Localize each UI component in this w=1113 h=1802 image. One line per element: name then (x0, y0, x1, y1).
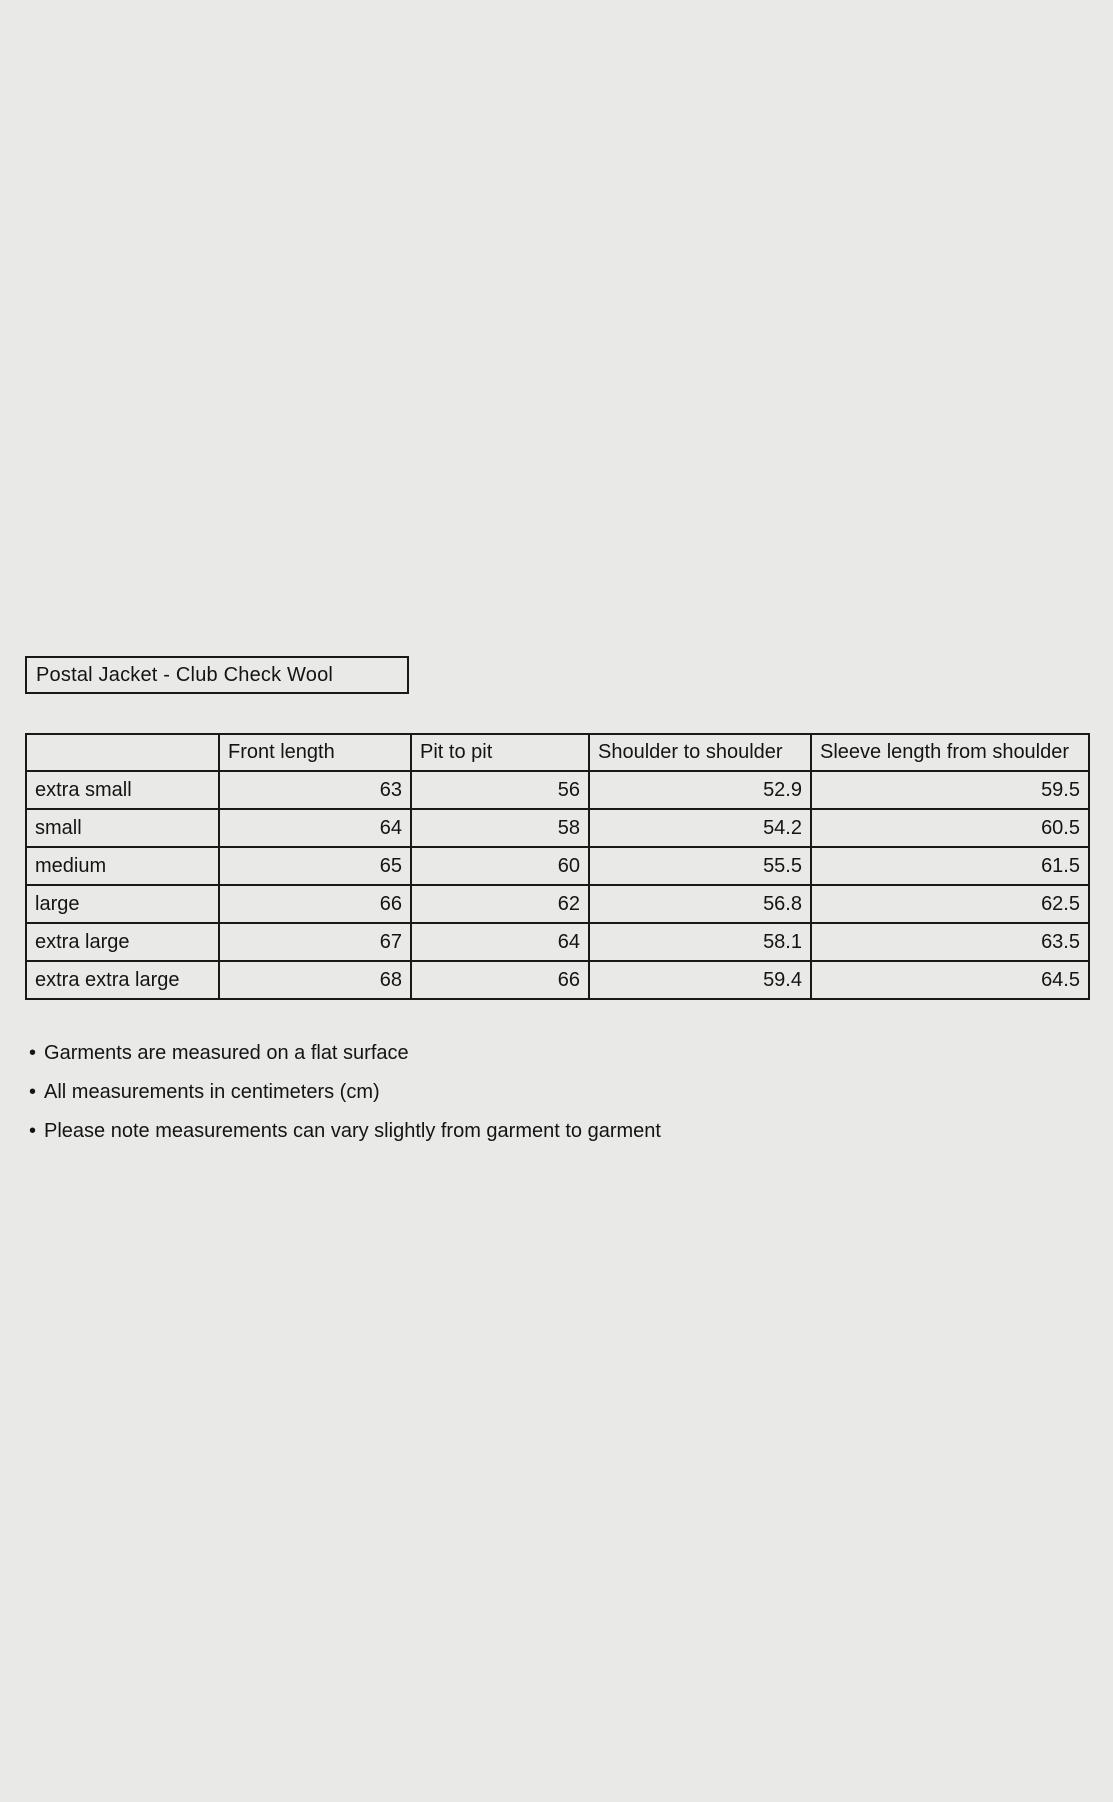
shoulder-to-shoulder-value: 59.4 (589, 961, 811, 999)
front-length-value: 63 (219, 771, 411, 809)
sleeve-length-value: 64.5 (811, 961, 1089, 999)
pit-to-pit-value: 58 (411, 809, 589, 847)
col-header-size (26, 734, 219, 771)
size-label: large (26, 885, 219, 923)
bullet-glyph: • (29, 1081, 37, 1103)
bullet-glyph: • (29, 1120, 37, 1142)
sleeve-length-value: 59.5 (811, 771, 1089, 809)
table-row (26, 771, 1089, 809)
col-header-sleeve-length: Sleeve length from shoulder (811, 734, 1089, 771)
table-row (26, 923, 1089, 961)
sleeve-length-value: 61.5 (811, 847, 1089, 885)
size-label: small (26, 809, 219, 847)
col-header-shoulder-to-shoulder: Shoulder to shoulder (589, 734, 811, 771)
shoulder-to-shoulder-value: 56.8 (589, 885, 811, 923)
note-text: Garments are measured on a flat surface (44, 1042, 409, 1064)
sleeve-length-value: 62.5 (811, 885, 1089, 923)
pit-to-pit-value: 56 (411, 771, 589, 809)
note-text: All measurements in centimeters (cm) (44, 1081, 380, 1103)
note-item (29, 1080, 661, 1104)
front-length-value: 66 (219, 885, 411, 923)
note-text: Please note measurements can vary slightly from garment to garment (44, 1120, 661, 1142)
front-length-value: 65 (219, 847, 411, 885)
sleeve-length-value: 60.5 (811, 809, 1089, 847)
pit-to-pit-value: 62 (411, 885, 589, 923)
table-row (26, 961, 1089, 999)
pit-to-pit-value: 64 (411, 923, 589, 961)
product-title: Postal Jacket - Club Check Wool (36, 663, 334, 686)
size-chart-table (25, 733, 1090, 1000)
product-title-box (25, 656, 409, 694)
note-item (29, 1041, 661, 1065)
size-label: extra large (26, 923, 219, 961)
front-length-value: 67 (219, 923, 411, 961)
pit-to-pit-value: 66 (411, 961, 589, 999)
shoulder-to-shoulder-value: 54.2 (589, 809, 811, 847)
shoulder-to-shoulder-value: 58.1 (589, 923, 811, 961)
size-label: medium (26, 847, 219, 885)
size-label: extra small (26, 771, 219, 809)
shoulder-to-shoulder-value: 52.9 (589, 771, 811, 809)
col-header-pit-to-pit: Pit to pit (411, 734, 589, 771)
bullet-glyph: • (29, 1042, 37, 1064)
table-row (26, 885, 1089, 923)
measurement-notes (29, 1041, 661, 1158)
sleeve-length-value: 63.5 (811, 923, 1089, 961)
pit-to-pit-value: 60 (411, 847, 589, 885)
header-row (26, 734, 1089, 771)
col-header-front-length: Front length (219, 734, 411, 771)
front-length-value: 68 (219, 961, 411, 999)
size-label: extra extra large (26, 961, 219, 999)
note-item (29, 1119, 661, 1143)
shoulder-to-shoulder-value: 55.5 (589, 847, 811, 885)
front-length-value: 64 (219, 809, 411, 847)
table-row (26, 847, 1089, 885)
table-row (26, 809, 1089, 847)
